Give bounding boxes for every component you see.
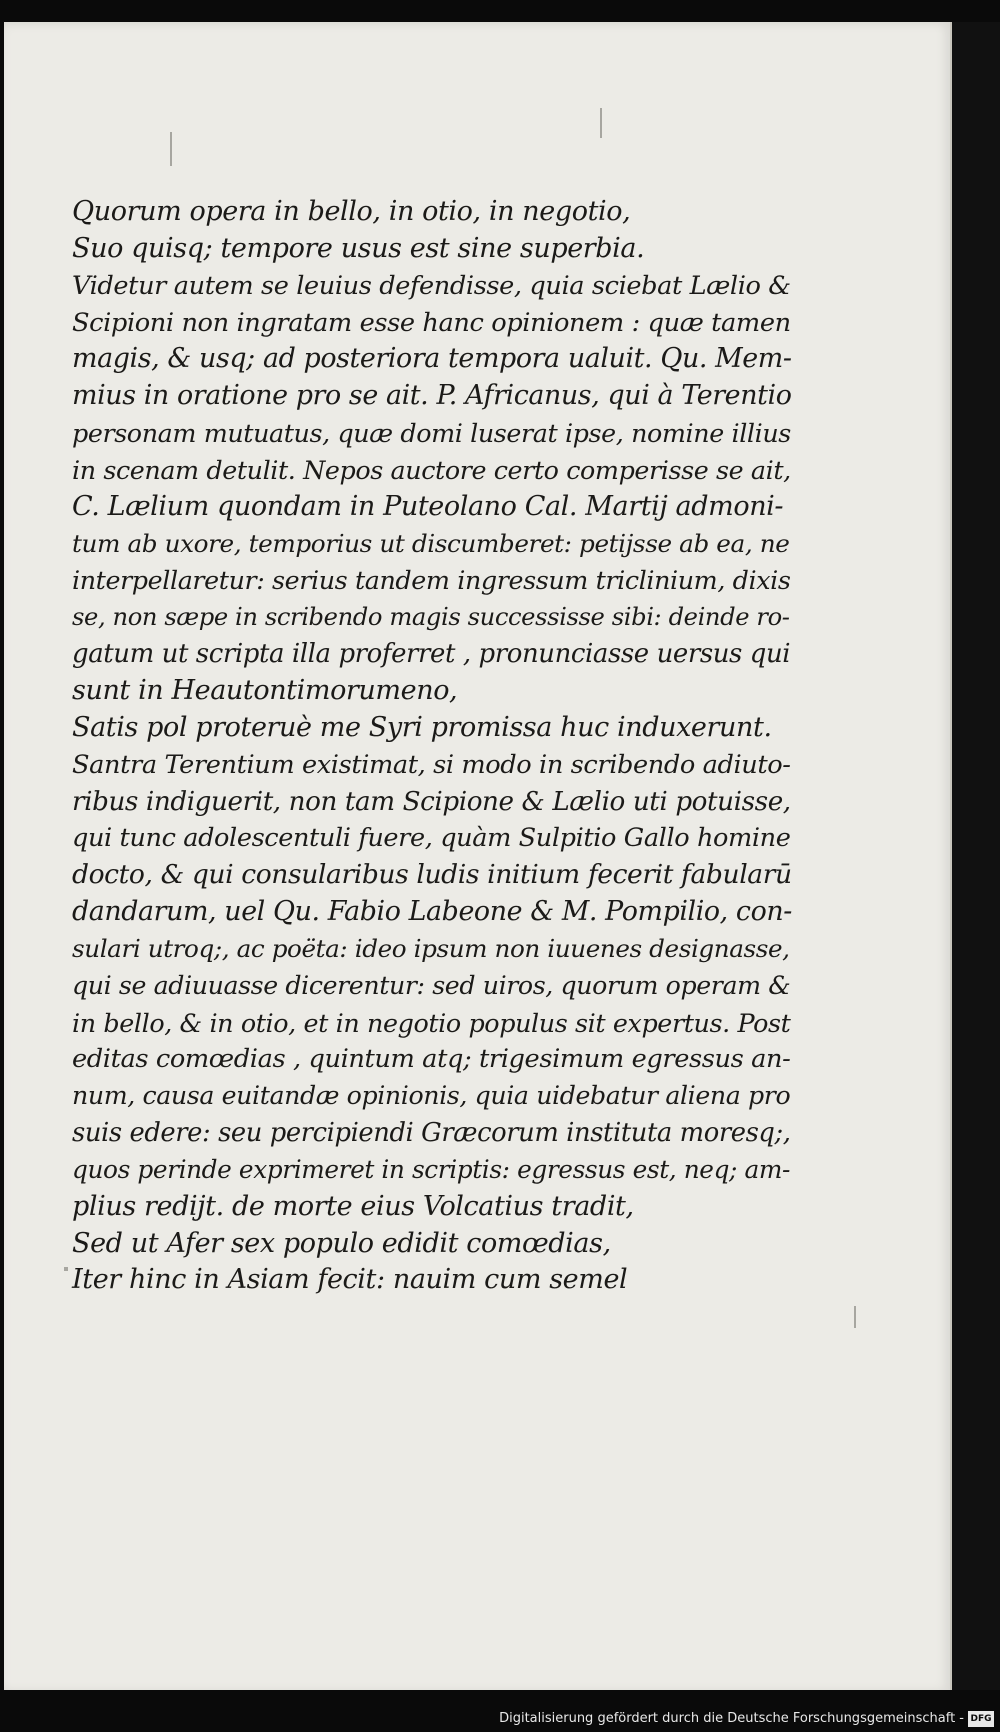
text-line: Satis pol proteruè me Syri promissa huc induxerunt. (72, 711, 772, 743)
text-line: mius in oratione pro se ait. P. Africanus, qui à Terentio (72, 380, 792, 412)
paper-speck (64, 1267, 68, 1271)
paper-speck (854, 1306, 856, 1328)
text-line: suis edere: seu percipiendi Græcorum instituta moresq;, (72, 1118, 791, 1149)
funding-credit: Digitalisierung gefördert durch die Deutsche Forschungsgemeinschaft - (499, 1711, 964, 1726)
text-line: tum ab uxore, temporius ut discumberet: petijsse ab ea, ne (72, 528, 790, 558)
text-line: magis, & usq; ad posteriora tempora ualuit. Qu. Mem- (72, 343, 792, 375)
text-line: Santra Terentium existimat, si modo in scribendo adiuto- (72, 749, 791, 780)
text-line: editas comœdias , quintum atq; trigesimum egressus an- (72, 1044, 791, 1075)
text-line: in bello, & in otio, et in negotio populus sit expertus. Post (72, 1007, 791, 1038)
text-line: Quorum opera in bello, in otio, in negotio, (72, 196, 631, 227)
text-line: Videtur autem se leuius defendisse, quia sciebat Lælio & (72, 270, 791, 301)
text-line: num, causa euitandæ opinionis, quia uidebatur aliena pro (72, 1081, 791, 1111)
text-line: in scenam detulit. Nepos auctore certo comperisse se ait, (72, 454, 791, 485)
text-line: C. Lælium quondam in Puteolano Cal. Martij admoni- (72, 490, 784, 522)
text-line: Suo quisq; tempore usus est sine superbia. (72, 232, 645, 264)
text-line: quos perinde exprimeret in scriptis: egressus est, neq; am- (72, 1154, 790, 1184)
text-line: qui se adiuuasse dicerentur: sed uiros, quorum operam & (72, 970, 791, 1000)
text-line: personam mutuatus, quæ domi luserat ipse, nomine illius (72, 418, 791, 449)
text-line: sunt in Heautontimorumeno, (72, 674, 458, 706)
text-line: docto, & qui consularibus ludis initium fecerit fabularū (72, 859, 792, 891)
text-line: interpellaretur: serius tandem ingressum triclinium, dixis (72, 565, 791, 596)
text-line: ribus indiguerit, non tam Scipione & Lælio uti potuisse, (72, 786, 791, 817)
footer-bar (0, 1708, 1000, 1732)
dfg-logo-icon: DFG (968, 1711, 994, 1727)
text-line: Scipioni non ingratam esse hanc opinionem : quæ tamen (72, 307, 791, 338)
page-text (72, 194, 792, 1299)
text-line: se, non sæpe in scribendo magis successisse sibi: deinde ro- (72, 603, 790, 632)
text-line: gatum ut scripta illa proferret , pronunciasse uersus qui (72, 639, 791, 670)
text-line: qui tunc adolescentuli fuere, quàm Sulpitio Gallo homine (72, 823, 791, 854)
text-line: plius redijt. de morte eius Volcatius tradit, (72, 1190, 634, 1222)
book-page (4, 22, 950, 1690)
text-line: Iter hinc in Asiam fecit: nauim cum semel (72, 1264, 628, 1296)
text-line: dandarum, uel Qu. Fabio Labeone & M. Pompilio, con- (72, 896, 792, 928)
paper-speck (600, 108, 602, 138)
paper-speck (170, 132, 172, 166)
scan-margin (952, 22, 1000, 1690)
text-line: sulari utroq;, ac poëta: ideo ipsum non iuuenes designasse, (72, 933, 790, 963)
text-line: Sed ut Afer sex populo edidit comœdias, (72, 1227, 611, 1259)
